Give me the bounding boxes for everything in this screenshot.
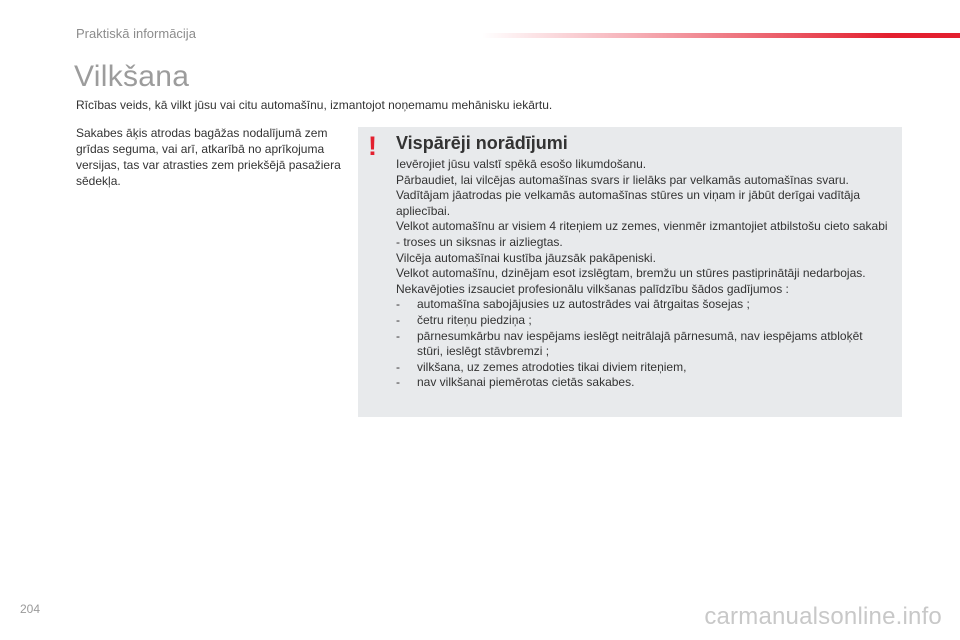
warning-paragraph: Nekavējoties izsauciet profesionālu vilkšanas palīdzību šādos gadījumos : xyxy=(396,281,789,296)
watermark: carmanualsonline.info xyxy=(704,603,942,630)
warning-paragraph: Velkot automašīnu ar visiem 4 riteņiem uz zemes, vienmēr izmantojiet atbilstošu cieto sakabi - troses un siksnas ir aizliegtas. xyxy=(396,219,888,249)
section-header: Praktiskā informācija xyxy=(76,26,196,41)
warning-paragraph: Velkot automašīnu, dzinējam esot izslēgtam, bremžu un stūres pastiprinātāji nedarbojas. xyxy=(396,266,866,281)
list-item xyxy=(396,329,891,360)
warning-paragraph: Ievērojiet jūsu valstī spēkā esošo likumdošanu. xyxy=(396,157,647,171)
header-accent-line xyxy=(482,33,960,38)
page-number: 204 xyxy=(20,602,41,616)
bullet-dash: - xyxy=(396,359,400,374)
list-item-text: četru riteņu piedziņa ; xyxy=(417,312,532,327)
bullet-dash: - xyxy=(396,328,400,343)
warning-paragraph: Pārbaudiet, lai vilcējas automašīnas svars ir lielāks par velkamās automašīnas svaru. xyxy=(396,172,849,187)
bullet-dash: - xyxy=(396,312,400,327)
page-title: Vilkšana xyxy=(74,60,190,93)
warning-bullet-list xyxy=(396,297,891,391)
bullet-dash: - xyxy=(396,297,400,312)
list-item xyxy=(396,360,891,376)
list-item xyxy=(396,313,891,329)
page-subtitle: Rīcības veids, kā vilkt jūsu vai citu automašīnu, izmantojot noņemamu mehānisku iekārtu. xyxy=(76,98,553,112)
left-column-text: Sakabes āķis atrodas bagāžas nodalījumā zem grīdas seguma, vai arī, atkarībā no aprīkojuma versijas, tas var atrasties zem priekšējā pasažiera sēdekļa. xyxy=(76,126,341,188)
bullet-dash: - xyxy=(396,375,400,390)
warning-title: Vispārēji norādījumi xyxy=(396,133,568,153)
warning-icon: ! xyxy=(368,131,377,161)
list-item-text: vilkšana, uz zemes atrodoties tikai diviem riteņiem, xyxy=(417,359,687,374)
warning-body xyxy=(396,157,891,391)
list-item-text: nav vilkšanai piemērotas cietās sakabes. xyxy=(417,375,635,390)
warning-paragraph: Vadītājam jāatrodas pie velkamās automašīnas stūres un viņam ir jābūt derīgai vadītāja apliecībai. xyxy=(396,188,861,218)
warning-paragraph: Vilcēja automašīnai kustība jāuzsāk pakāpeniski. xyxy=(396,250,656,265)
list-item-text: pārnesumkārbu nav iespējams ieslēgt neitrālajā pārnesumā, nav iespējams atbloķēt stūri, ieslēgt stāvbremzi ; xyxy=(417,328,863,359)
list-item xyxy=(396,375,891,391)
list-item xyxy=(396,297,891,313)
list-item-text: automašīna sabojājusies uz autostrādes vai ātrgaitas šosejas ; xyxy=(417,297,750,312)
